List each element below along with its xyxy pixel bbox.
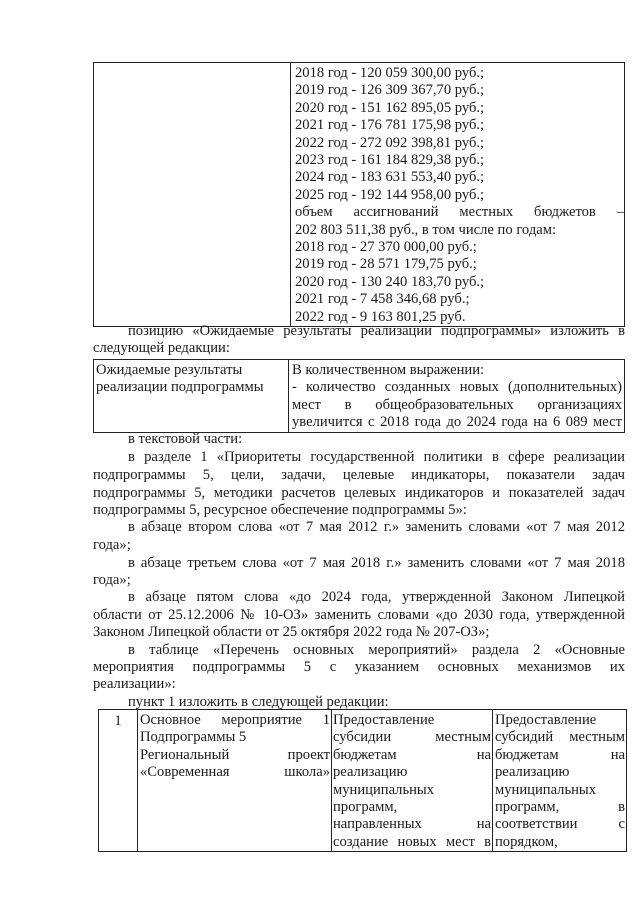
budget-line: 2021 год - 176 781 175,98 руб.; xyxy=(295,117,485,134)
activities-col2-line: Основное мероприятие 1 xyxy=(140,712,330,728)
budget-line: 2019 год - 28 571 179,75 руб.; xyxy=(295,256,477,273)
text-part-paragraph: в текстовой части: xyxy=(128,431,243,447)
table-paragraph-line: реализации»: xyxy=(93,676,176,692)
table-paragraph-line: мероприятия подпрограммы 5 с указанием основных механизмов их xyxy=(93,659,625,675)
activities-col2-cell xyxy=(138,710,332,852)
section-1-line: подпрограммы 5, цели, задачи, целевые индикаторы, показатели задач xyxy=(93,467,625,483)
budget-line: 202 803 511,38 руб., в том числе по годам: xyxy=(295,221,557,238)
budget-line: объем ассигнований местных бюджетов – xyxy=(295,204,624,221)
results-left-line: реализации подпрограммы xyxy=(96,379,264,396)
activities-col3-line: субсидии местным xyxy=(333,729,491,746)
results-table xyxy=(93,359,625,433)
activities-col4-line: порядком, xyxy=(495,833,558,850)
budget-line: 2021 год - 7 458 346,68 руб.; xyxy=(295,291,470,308)
activities-col4-line: муниципальных xyxy=(495,781,597,798)
activities-col3-cell xyxy=(332,710,493,852)
budget-line: 2018 год - 27 370 000,00 руб.; xyxy=(295,239,477,256)
budget-table-empty-cell xyxy=(94,63,291,327)
activities-table xyxy=(98,709,627,852)
activities-number: 1 xyxy=(114,713,122,729)
budget-line: 2024 год - 183 631 553,40 руб.; xyxy=(295,169,485,186)
section-1-line: подпрограммы 5, ресурсное обеспечение подпрограммы 5»: xyxy=(93,502,467,518)
budget-table-values-cell xyxy=(291,63,625,327)
budget-line: 2020 год - 151 162 895,05 руб.; xyxy=(295,99,485,116)
activities-col2-line: Региональный проект xyxy=(140,746,330,763)
paragraph-three-line: в абзаце третьем слова «от 7 мая 2018 г.» заменить словами «от 7 мая 2018 xyxy=(128,555,625,571)
budget-line: 2025 год - 192 144 958,00 руб.; xyxy=(295,186,485,203)
results-left-line: Ожидаемые результаты xyxy=(96,362,243,378)
paragraph-three-line: года»; xyxy=(93,572,131,588)
budget-line: 2020 год - 130 240 183,70 руб.; xyxy=(295,273,485,290)
activities-col4-line: субсидий местным xyxy=(495,729,625,746)
item-1-paragraph: пункт 1 изложить в следующей редакции: xyxy=(128,694,389,710)
budget-line: 2022 год - 9 163 801,25 руб. xyxy=(295,308,466,325)
budget-table xyxy=(93,62,625,327)
activities-col4-line: программ, в xyxy=(495,799,625,815)
budget-line: 2019 год - 126 309 367,70 руб.; xyxy=(295,82,485,99)
position-paragraph-line-1: позицию «Ожидаемые результаты реализации подпрограммы» изложить в xyxy=(128,323,625,339)
activities-col2-line: «Современная школа» xyxy=(140,764,330,781)
section-1-line: в разделе 1 «Приоритеты государственной политики в сфере реализации xyxy=(128,449,625,465)
activities-col3-line: бюджетам на xyxy=(333,746,491,763)
paragraph-five-line: области от 25.12.2006 № 10-ОЗ» заменить словами «до 2030 года, утвержденной xyxy=(93,607,625,623)
activities-col2-line: Подпрограммы 5 xyxy=(140,729,247,746)
activities-col4-cell xyxy=(493,710,627,852)
activities-col3-line: направленных на xyxy=(333,816,491,833)
position-paragraph-line-2: следующей редакции: xyxy=(93,340,230,356)
activities-col3-line: реализацию xyxy=(333,764,408,781)
results-table-left-cell xyxy=(94,360,289,433)
results-right-line: увеличится с 2018 года до 2024 года на 6 089 мест xyxy=(292,414,622,431)
table-paragraph-line: в таблице «Перечень основных мероприятий» раздела 2 «Основные xyxy=(128,642,625,658)
activities-col4-line: бюджетам на xyxy=(495,746,625,763)
budget-line: 2018 год - 120 059 300,00 руб.; xyxy=(295,65,485,81)
activities-col3-line: программ, xyxy=(333,799,398,815)
results-right-line: В количественном выражении: xyxy=(292,362,485,378)
activities-col3-line: муниципальных xyxy=(333,781,435,798)
activities-col4-line: реализацию xyxy=(495,764,570,781)
activities-col3-line: создание новых мест в xyxy=(333,833,491,850)
paragraph-five-line: в абзаце пятом слова «до 2024 года, утвержденной Законом Липецкой xyxy=(128,589,625,605)
paragraph-two-line: в абзаце втором слова «от 7 мая 2012 г.» заменить словами «от 7 мая 2012 xyxy=(128,519,625,535)
activities-col3-line: Предоставление xyxy=(333,712,435,728)
paragraph-two-line: года»; xyxy=(93,537,131,553)
paragraph-five-line: Законом Липецкой области от 25 октября 2022 года № 207-ОЗ»; xyxy=(93,624,490,640)
budget-line: 2023 год - 161 184 829,38 руб.; xyxy=(295,152,485,169)
results-right-line: - количество созданных новых (дополнительных) xyxy=(292,379,622,396)
activities-col4-line: Предоставление xyxy=(495,712,597,728)
section-1-line: подпрограммы 5, методики расчетов целевых индикаторов и показателей задач xyxy=(93,485,625,501)
results-table-right-cell xyxy=(289,360,625,433)
results-right-line: мест в общеобразовательных организациях xyxy=(292,396,622,413)
activities-number-cell xyxy=(99,710,138,852)
budget-line: 2022 год - 272 092 398,81 руб.; xyxy=(295,134,485,151)
activities-col4-line: соответствии с xyxy=(495,816,625,833)
